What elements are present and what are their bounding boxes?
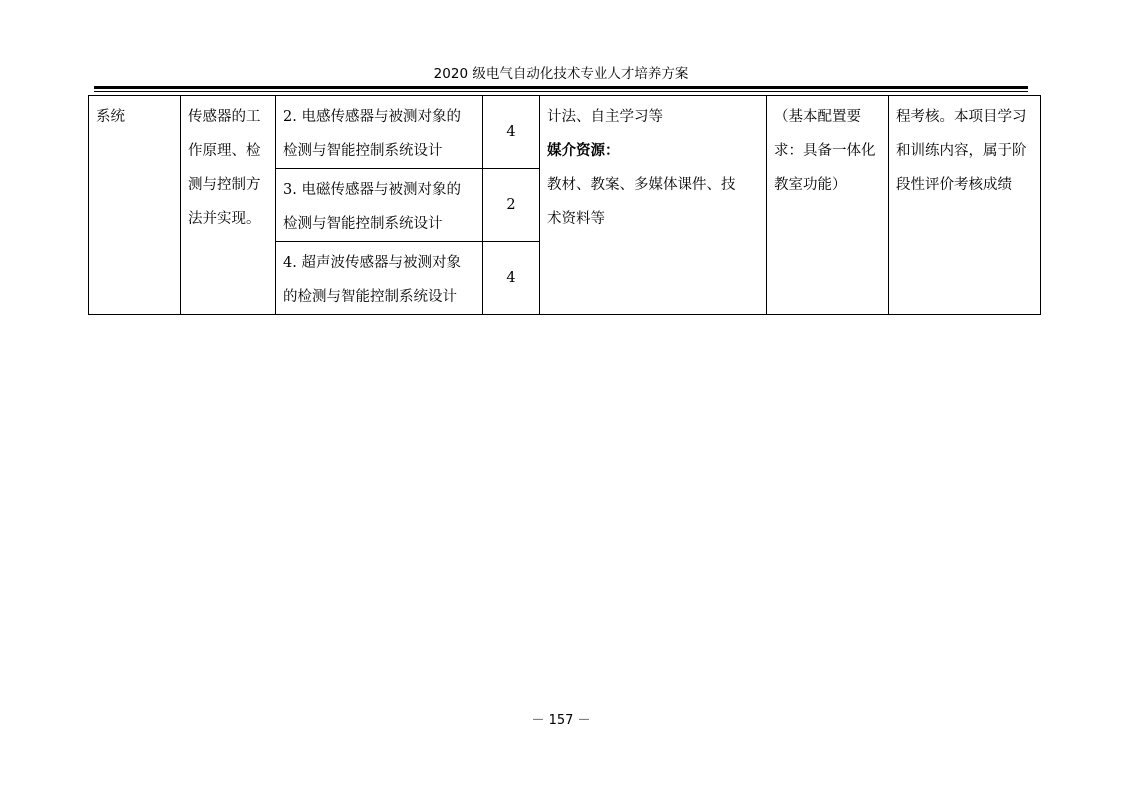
media-heading: 媒介资源： bbox=[547, 142, 620, 159]
objective-line: 作原理、检 bbox=[188, 143, 261, 159]
table-row bbox=[89, 96, 1041, 169]
conditions-line: （基本配置要 bbox=[774, 109, 861, 125]
objective-line: 法并实现。 bbox=[188, 211, 261, 227]
task-line: 3. 电磁传感器与被测对象的 bbox=[283, 182, 461, 198]
conditions-line: 教室功能） bbox=[774, 177, 847, 193]
task-line: 4. 超声波传感器与被测对象 bbox=[283, 255, 461, 271]
task-cell bbox=[276, 169, 483, 242]
curriculum-table bbox=[88, 95, 1041, 315]
module-name: 系统 bbox=[96, 109, 125, 125]
task-cell bbox=[276, 242, 483, 315]
task-line: 检测与智能控制系统设计 bbox=[283, 216, 443, 232]
assessment-line: 程考核。本项目学习 bbox=[896, 109, 1027, 125]
objective-line: 测与控制方 bbox=[188, 177, 261, 193]
hours-cell: 4 bbox=[483, 96, 540, 169]
assessment-line: 段性评价考核成绩 bbox=[896, 177, 1012, 193]
methods-line: 计法、自主学习等 bbox=[547, 109, 663, 125]
header-rule-thin bbox=[94, 91, 1028, 92]
task-cell bbox=[276, 96, 483, 169]
media-line: 术资料等 bbox=[547, 211, 605, 227]
assessment-cell bbox=[889, 96, 1041, 315]
media-line: 教材、教案、多媒体课件、技 bbox=[547, 177, 736, 193]
document-header: 2020 级电气自动化技术专业人才培养方案 bbox=[433, 66, 689, 82]
header-rule-thick bbox=[94, 86, 1028, 89]
page-number: － 157 － bbox=[531, 713, 591, 728]
conditions-line: 求：具备一体化 bbox=[774, 143, 876, 159]
hours-cell: 4 bbox=[483, 242, 540, 315]
task-line: 的检测与智能控制系统设计 bbox=[283, 289, 457, 305]
task-line: 2. 电感传感器与被测对象的 bbox=[283, 109, 461, 125]
objective-line: 传感器的工 bbox=[188, 109, 261, 125]
methods-cell bbox=[540, 96, 767, 315]
hours-cell: 2 bbox=[483, 169, 540, 242]
module-cell bbox=[89, 96, 181, 315]
task-line: 检测与智能控制系统设计 bbox=[283, 143, 443, 159]
assessment-line: 和训练内容，属于阶 bbox=[896, 143, 1027, 159]
conditions-cell bbox=[767, 96, 889, 315]
objective-cell bbox=[181, 96, 276, 315]
